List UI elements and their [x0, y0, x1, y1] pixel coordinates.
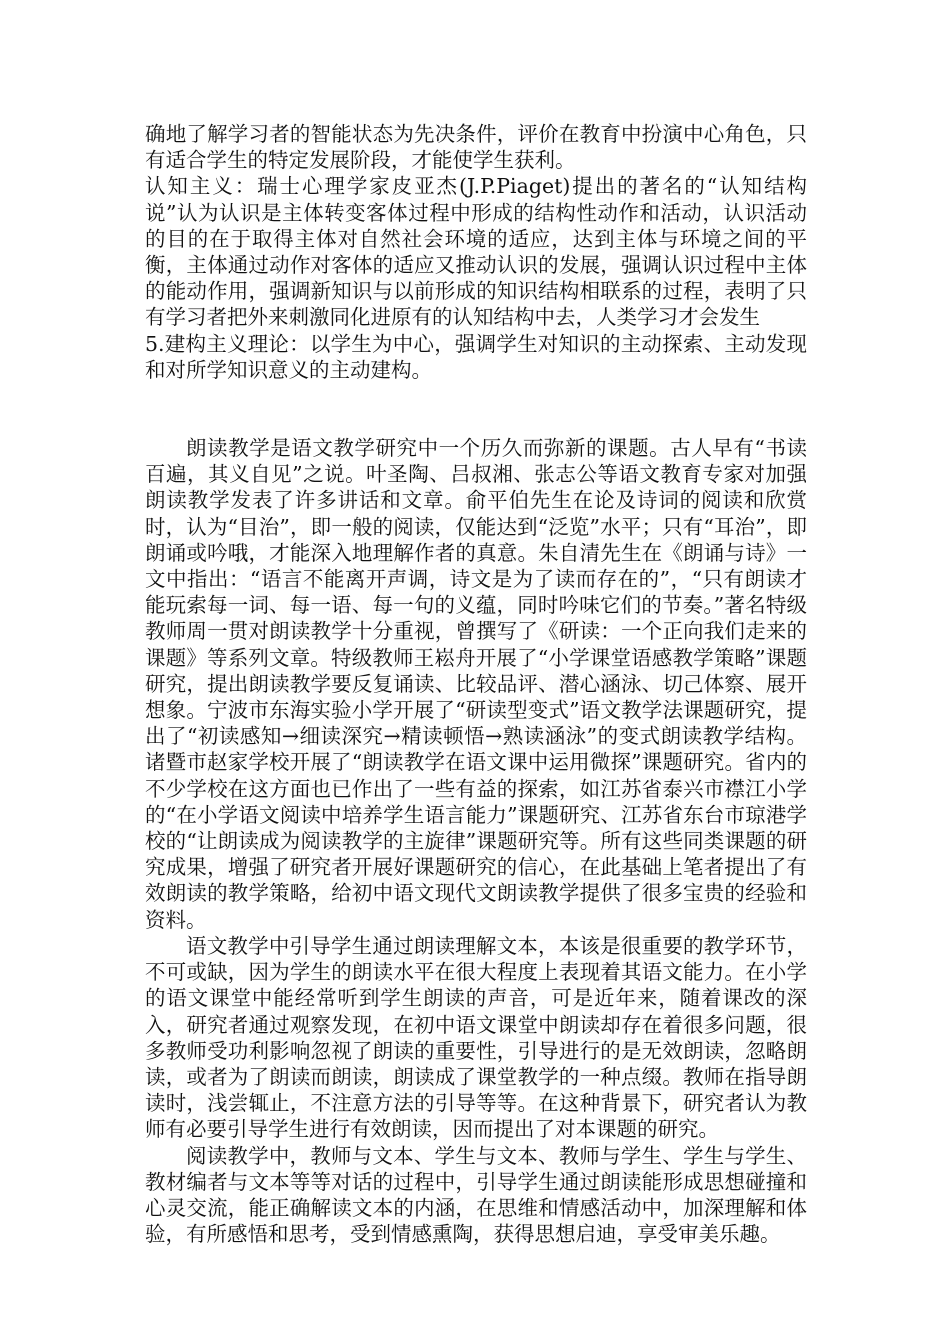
document-body [145, 121, 807, 1247]
paragraph-dialogue-reading: 阅读教学中，教师与文本、学生与文本、教师与学生、学生与学生、教材编者与文本等等对话的过程中，引导学生通过朗读能形成思想碰撞和心灵交流，能正确解读文本的内涵，在思维和情感活动中，加深理解和体验，有所感悟和思考，受到情感熏陶，获得思想启迪，享受审美乐趣。 [145, 1143, 807, 1247]
paragraph-cognitivism: 认知主义：瑞士心理学家皮亚杰(J.P.Piaget)提出的著名的“认知结构说”认为认识是主体转变客体过程中形成的结构性动作和活动，认识活动的目的在于取得主体对自然社会环境的适应，达到主体与环境之间的平衡，主体通过动作对客体的适应又推动认识的发展，强调认识过程中主体的能动作用，强调新知识与以前形成的知识结构相联系的过程，表明了只有学习者把外来刺激同化进原有的认知结构中去，人类学习才会发生 [145, 174, 807, 330]
paragraph-intelligence-assessment: 确地了解学习者的智能状态为先决条件，评价在教育中扮演中心角色，只有适合学生的特定发展阶段，才能使学生获利。 [145, 122, 807, 173]
paragraph-spacer [145, 383, 807, 435]
paragraph-reading-problems: 语文教学中引导学生通过朗读理解文本，本该是很重要的教学环节，不可或缺，因为学生的朗读水平在很大程度上表现着其语文能力。在小学的语文课堂中能经常听到学生朗读的声音，可是近年来，随着课改的深入，研究者通过观察发现，在初中语文课堂中朗读却存在着很多问题，很多教师受功利影响忽视了朗读的重要性，引导进行的是无效朗读，忽略朗读，或者为了朗读而朗读，朗读成了课堂教学的一种点缀。教师在指导朗读时，浅尝辄止，不注意方法的引导等等。在这种背景下，研究者认为教师有必要引导学生进行有效朗读，因而提出了对本课题的研究。 [145, 933, 807, 1142]
paragraph-constructivism: 5.建构主义理论：以学生为中心，强调学生对知识的主动探索、主动发现和对所学知识意义的主动建构。 [145, 331, 807, 382]
paragraph-reading-teaching-research: 朗读教学是语文教学研究中一个历久而弥新的课题。古人早有“书读百遍，其义自见”之说。叶圣陶、吕叔湘、张志公等语文教育专家对加强朗读教学发表了许多讲话和文章。俞平伯先生在论及诗词的阅读和欣赏时，认为“目治”，即一般的阅读，仅能达到“泛览”水平；只有“耳治”，即朗诵或吟哦，才能深入地理解作者的真意。朱自清先生在《朗诵与诗》一文中指出：“语言不能离开声调，诗文是为了读而存在的”，“只有朗读才能玩索每一词、每一语、每一句的义蕴，同时吟味它们的节奏。”著名特级教师周一贯对朗读教学十分重视，曾撰写了《研读：一个正向我们走来的课题》等系列文章。特级教师王崧舟开展了“小学课堂语感教学策略”课题研究，提出朗读教学要反复诵读、比较品评、潜心涵泳、切己体察、展开想象。宁波市东海实验小学开展了“研读型变式”语文教学法课题研究，提出了“初读感知→细读深究→精读顿悟→熟读涵泳”的变式朗读教学结构。诸暨市赵家学校开展了“朗读教学在语文课中运用微探”课题研究。省内的不少学校在这方面也已作出了一些有益的探索，如江苏省泰兴市襟江小学的“在小学语文阅读中培养学生语言能力”课题研究、江苏省东台市琼港学校的“让朗读成为阅读教学的主旋律”课题研究等。所有这些同类课题的研究成果，增强了研究者开展好课题研究的信心，在此基础上笔者提出了有效朗读的教学策略，给初中语文现代文朗读教学提供了很多宝贵的经验和资料。 [145, 436, 807, 932]
